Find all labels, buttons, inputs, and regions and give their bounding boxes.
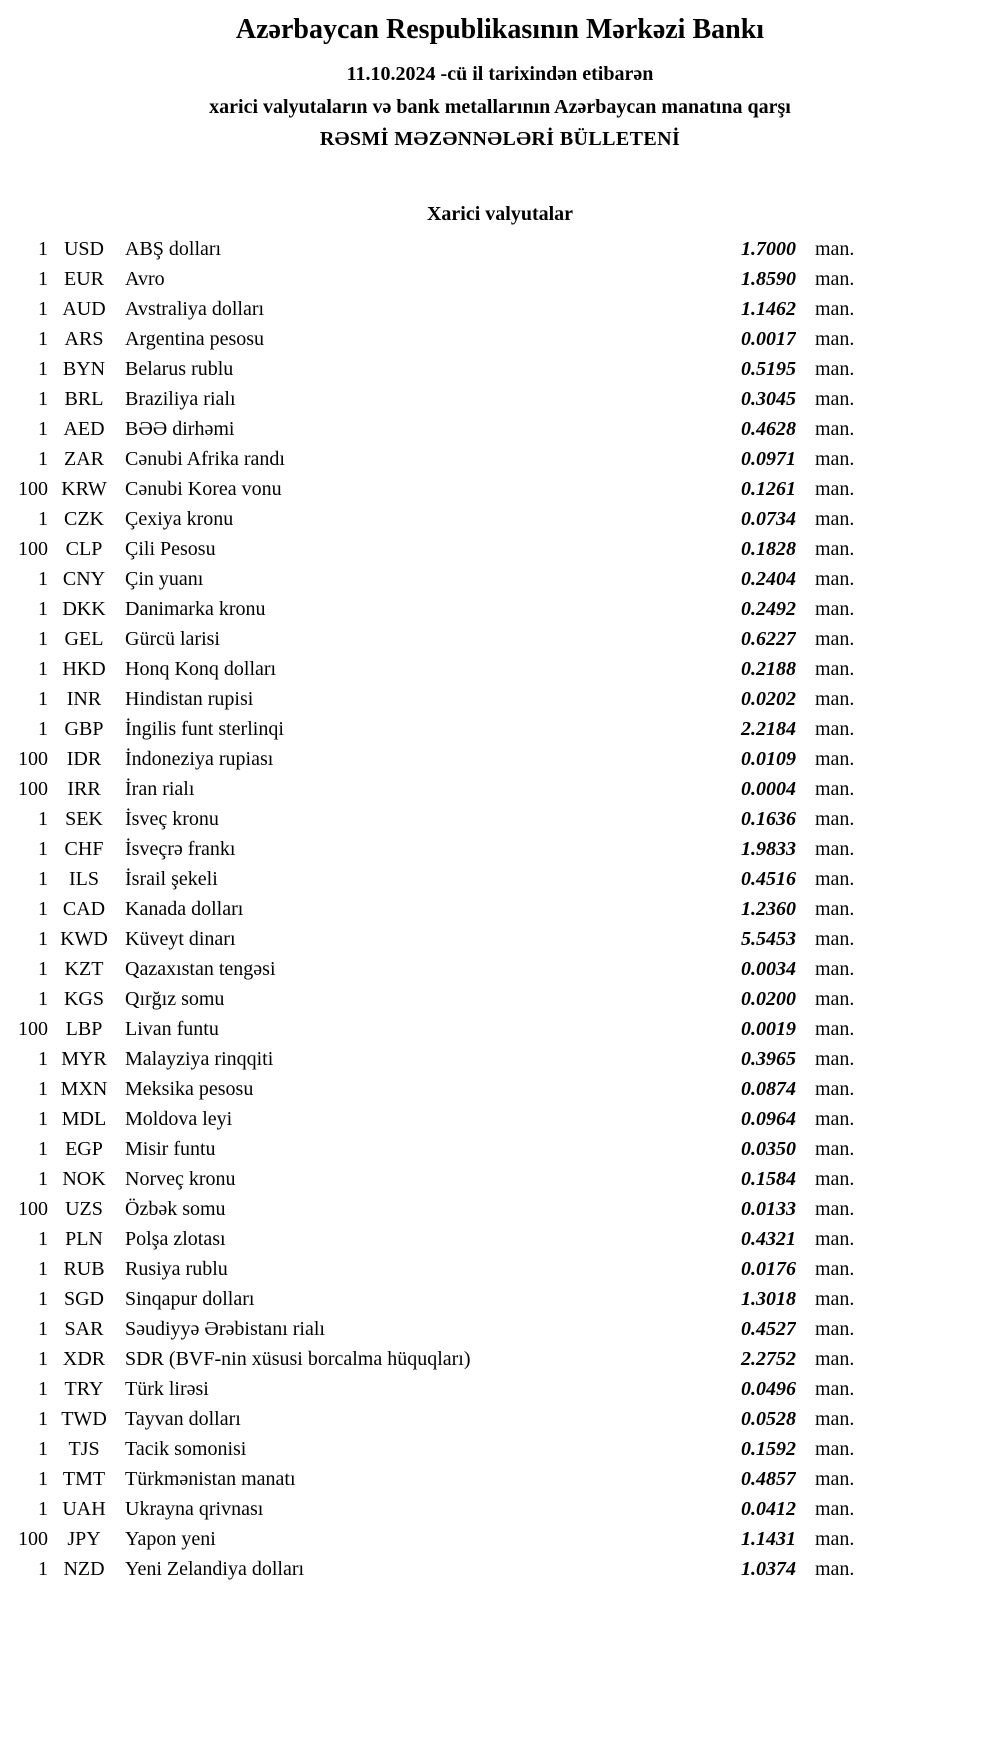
rate-row-myr <box>18 1044 861 1074</box>
unit-label-cell: man. <box>815 267 855 290</box>
rate-value-cell: 0.0528 <box>741 1407 796 1430</box>
currency-name-cell: Yapon yeni <box>125 1527 216 1550</box>
rate-value-cell: 0.4321 <box>741 1227 796 1250</box>
rate-value-cell: 0.6227 <box>741 627 796 650</box>
currency-code-cell: GBP <box>64 717 104 740</box>
currency-code-cell: CZK <box>64 507 104 530</box>
rate-row-nzd <box>18 1554 861 1584</box>
bulletin-title: RƏSMİ MƏZƏNNƏLƏRİ BÜLLETENİ <box>319 128 681 150</box>
unit-label-cell: man. <box>815 747 855 770</box>
unit-label-cell: man. <box>815 537 855 560</box>
currency-code-cell: NZD <box>63 1557 105 1580</box>
currency-name-cell: Qırğız somu <box>125 987 225 1010</box>
quantity-cell: 1 <box>38 597 48 620</box>
rate-row-aud <box>18 294 861 324</box>
currency-name-cell: Cənubi Korea vonu <box>125 477 282 500</box>
currency-name-cell: Küveyt dinarı <box>125 927 236 950</box>
unit-label-cell: man. <box>815 1257 855 1280</box>
unit-label-cell: man. <box>815 1287 855 1310</box>
quantity-cell: 1 <box>38 897 48 920</box>
currency-name-cell: Norveç kronu <box>125 1167 236 1190</box>
currency-name-cell: SDR (BVF-nin xüsusi borcalma hüquqları) <box>125 1347 471 1370</box>
rate-row-lbp <box>18 1014 861 1044</box>
unit-label-cell: man. <box>815 327 855 350</box>
rate-row-mxn <box>18 1074 861 1104</box>
currency-name-cell: Avstraliya dolları <box>125 297 265 320</box>
unit-label-cell: man. <box>815 1497 855 1520</box>
currency-name-cell: Avro <box>125 267 165 290</box>
rate-value-cell: 0.0034 <box>741 957 796 980</box>
currency-code-cell: KZT <box>64 957 104 980</box>
rate-value-cell: 0.0734 <box>741 507 796 530</box>
currency-name-cell: Livan funtu <box>125 1017 219 1040</box>
rate-row-aed <box>18 414 861 444</box>
rate-row-brl <box>18 384 861 414</box>
currency-name-cell: Qazaxıstan tengəsi <box>125 957 276 980</box>
currency-code-cell: RUB <box>63 1257 105 1280</box>
currency-code-cell: BYN <box>62 357 106 380</box>
rate-row-usd <box>18 234 861 264</box>
rate-value-cell: 0.1592 <box>741 1437 796 1460</box>
currency-name-cell: Honq Konq dolları <box>125 657 277 680</box>
quantity-cell: 100 <box>18 1527 48 1550</box>
quantity-cell: 1 <box>38 267 48 290</box>
currency-name-cell: Braziliya rialı <box>125 387 236 410</box>
unit-label-cell: man. <box>815 837 855 860</box>
quantity-cell: 1 <box>38 1437 48 1460</box>
rate-row-sar <box>18 1314 861 1344</box>
rate-row-chf <box>18 834 861 864</box>
rate-value-cell: 0.4527 <box>741 1317 796 1340</box>
rate-row-uah <box>18 1494 861 1524</box>
rate-value-cell: 0.0017 <box>741 327 796 350</box>
rate-value-cell: 0.0350 <box>741 1137 796 1160</box>
rate-row-rub <box>18 1254 861 1284</box>
unit-label-cell: man. <box>815 1317 855 1340</box>
unit-label-cell: man. <box>815 897 855 920</box>
quantity-cell: 100 <box>18 747 48 770</box>
quantity-cell: 1 <box>38 687 48 710</box>
quantity-cell: 1 <box>38 357 48 380</box>
quantity-cell: 1 <box>38 1047 48 1070</box>
currency-name-cell: İndoneziya rupiası <box>125 747 274 770</box>
currency-code-cell: LBP <box>65 1017 103 1040</box>
rate-value-cell: 0.0109 <box>741 747 796 770</box>
unit-label-cell: man. <box>815 687 855 710</box>
quantity-cell: 1 <box>38 927 48 950</box>
currency-code-cell: IDR <box>66 747 102 770</box>
quantity-cell: 1 <box>38 837 48 860</box>
rate-row-byn <box>18 354 861 384</box>
rate-value-cell: 0.0176 <box>741 1257 796 1280</box>
currency-code-cell: KRW <box>61 477 107 500</box>
rate-row-pln <box>18 1224 861 1254</box>
rate-value-cell: 0.0133 <box>741 1197 796 1220</box>
currency-code-cell: XDR <box>62 1347 106 1370</box>
rate-row-hkd <box>18 654 861 684</box>
unit-label-cell: man. <box>815 717 855 740</box>
currency-code-cell: SGD <box>63 1287 104 1310</box>
quantity-cell: 1 <box>38 417 48 440</box>
currency-name-cell: Səudiyyə Ərəbistanı rialı <box>125 1317 325 1340</box>
rate-row-try <box>18 1374 861 1404</box>
unit-label-cell: man. <box>815 1527 855 1550</box>
unit-label-cell: man. <box>815 477 855 500</box>
quantity-cell: 100 <box>18 1197 48 1220</box>
rate-value-cell: 0.1261 <box>741 477 796 500</box>
currency-code-cell: UAH <box>62 1497 106 1520</box>
rate-row-dkk <box>18 594 861 624</box>
unit-label-cell: man. <box>815 777 855 800</box>
quantity-cell: 1 <box>38 807 48 830</box>
unit-label-cell: man. <box>815 1197 855 1220</box>
unit-label-cell: man. <box>815 357 855 380</box>
quantity-cell: 1 <box>38 567 48 590</box>
unit-label-cell: man. <box>815 567 855 590</box>
currency-code-cell: JPY <box>67 1527 101 1550</box>
currency-code-cell: SEK <box>65 807 103 830</box>
currency-code-cell: PLN <box>65 1227 103 1250</box>
currency-code-cell: MYR <box>61 1047 107 1070</box>
rate-row-xdr <box>18 1344 861 1374</box>
currency-name-cell: İran rialı <box>125 777 195 800</box>
currency-name-cell: Belarus rublu <box>125 357 234 380</box>
unit-label-cell: man. <box>815 627 855 650</box>
currency-name-cell: Çin yuanı <box>125 567 204 590</box>
currency-name-cell: Türk lirəsi <box>125 1377 209 1400</box>
rate-row-nok <box>18 1164 861 1194</box>
rate-value-cell: 1.3018 <box>741 1287 796 1310</box>
currency-name-cell: Malayziya rinqqiti <box>125 1047 274 1070</box>
currency-name-cell: Hindistan rupisi <box>125 687 254 710</box>
rate-value-cell: 0.0202 <box>741 687 796 710</box>
currency-code-cell: ILS <box>69 867 99 890</box>
unit-label-cell: man. <box>815 1407 855 1430</box>
rate-value-cell: 0.0412 <box>741 1497 796 1520</box>
rate-row-eur <box>18 264 861 294</box>
rate-value-cell: 0.0496 <box>741 1377 796 1400</box>
currency-code-cell: HKD <box>62 657 106 680</box>
currency-name-cell: İsveçrə frankı <box>125 837 236 860</box>
currency-code-cell: GEL <box>64 627 104 650</box>
rate-value-cell: 2.2752 <box>741 1347 796 1370</box>
rate-value-cell: 0.2404 <box>741 567 796 590</box>
currency-code-cell: KWD <box>60 927 108 950</box>
currency-name-cell: Polşa zlotası <box>125 1227 226 1250</box>
currency-code-cell: TJS <box>68 1437 100 1460</box>
quantity-cell: 1 <box>38 1077 48 1100</box>
rate-value-cell: 0.0004 <box>741 777 796 800</box>
currency-name-cell: Tayvan dolları <box>125 1407 241 1430</box>
rate-row-krw <box>18 474 861 504</box>
rate-row-irr <box>18 774 861 804</box>
currency-name-cell: Danimarka kronu <box>125 597 266 620</box>
currency-code-cell: DKK <box>62 597 106 620</box>
quantity-cell: 1 <box>38 447 48 470</box>
rate-value-cell: 0.4857 <box>741 1467 796 1490</box>
rate-value-cell: 0.0019 <box>741 1017 796 1040</box>
unit-label-cell: man. <box>815 1017 855 1040</box>
effective-date-line: 11.10.2024 -cü il tarixindən etibarən <box>346 63 654 85</box>
currency-name-cell: İngilis funt sterlinqi <box>125 717 284 740</box>
currency-name-cell: Gürcü larisi <box>125 627 220 650</box>
exchange-rates-table <box>18 234 861 1584</box>
unit-label-cell: man. <box>815 1077 855 1100</box>
rate-value-cell: 0.3965 <box>741 1047 796 1070</box>
unit-label-cell: man. <box>815 237 855 260</box>
rate-row-sgd <box>18 1284 861 1314</box>
quantity-cell: 1 <box>38 507 48 530</box>
rate-value-cell: 0.0874 <box>741 1077 796 1100</box>
quantity-cell: 1 <box>38 1467 48 1490</box>
rate-value-cell: 1.8590 <box>741 267 796 290</box>
currency-code-cell: KGS <box>63 987 104 1010</box>
subject-line: xarici valyutaların və bank metallarının Azərbaycan manatına qarşı <box>209 96 791 118</box>
currency-name-cell: Özbək somu <box>125 1197 226 1220</box>
rate-value-cell: 1.7000 <box>741 237 796 260</box>
unit-label-cell: man. <box>815 1227 855 1250</box>
quantity-cell: 1 <box>38 1407 48 1430</box>
unit-label-cell: man. <box>815 1047 855 1070</box>
currency-code-cell: NOK <box>62 1167 106 1190</box>
currency-code-cell: AED <box>63 417 105 440</box>
currency-name-cell: BƏƏ dirhəmi <box>125 417 235 440</box>
quantity-cell: 1 <box>38 1107 48 1130</box>
currency-name-cell: Çexiya kronu <box>125 507 234 530</box>
rate-value-cell: 2.2184 <box>741 717 796 740</box>
currency-name-cell: Meksika pesosu <box>125 1077 254 1100</box>
currency-name-cell: İsveç kronu <box>125 807 219 830</box>
unit-label-cell: man. <box>815 1437 855 1460</box>
quantity-cell: 1 <box>38 1317 48 1340</box>
quantity-cell: 1 <box>38 1497 48 1520</box>
unit-label-cell: man. <box>815 657 855 680</box>
currency-name-cell: Ukrayna qrivnası <box>125 1497 264 1520</box>
currency-name-cell: Tacik somonisi <box>125 1437 247 1460</box>
rate-row-tmt <box>18 1464 861 1494</box>
rate-row-jpy <box>18 1524 861 1554</box>
rate-row-gbp <box>18 714 861 744</box>
unit-label-cell: man. <box>815 1557 855 1580</box>
rate-value-cell: 0.2492 <box>741 597 796 620</box>
unit-label-cell: man. <box>815 297 855 320</box>
rate-value-cell: 0.3045 <box>741 387 796 410</box>
unit-label-cell: man. <box>815 867 855 890</box>
quantity-cell: 1 <box>38 297 48 320</box>
unit-label-cell: man. <box>815 1347 855 1370</box>
unit-label-cell: man. <box>815 597 855 620</box>
currency-code-cell: CHF <box>64 837 104 860</box>
currency-code-cell: IRR <box>67 777 101 800</box>
rate-row-cad <box>18 894 861 924</box>
quantity-cell: 1 <box>38 237 48 260</box>
quantity-cell: 1 <box>38 957 48 980</box>
rate-row-clp <box>18 534 861 564</box>
rate-row-zar <box>18 444 861 474</box>
unit-label-cell: man. <box>815 1377 855 1400</box>
rate-row-egp <box>18 1134 861 1164</box>
rate-row-uzs <box>18 1194 861 1224</box>
quantity-cell: 100 <box>18 537 48 560</box>
currency-code-cell: CLP <box>65 537 103 560</box>
rate-value-cell: 1.2360 <box>741 897 796 920</box>
rate-row-gel <box>18 624 861 654</box>
rate-row-inr <box>18 684 861 714</box>
rate-value-cell: 0.1584 <box>741 1167 796 1190</box>
rate-row-tjs <box>18 1434 861 1464</box>
rate-row-ars <box>18 324 861 354</box>
currency-code-cell: EUR <box>64 267 104 290</box>
currency-name-cell: İsrail şekeli <box>125 867 218 890</box>
quantity-cell: 1 <box>38 867 48 890</box>
currency-name-cell: Çili Pesosu <box>125 537 216 560</box>
currency-code-cell: CNY <box>62 567 106 590</box>
rate-row-sek <box>18 804 861 834</box>
quantity-cell: 1 <box>38 1287 48 1310</box>
quantity-cell: 1 <box>38 657 48 680</box>
currency-name-cell: Misir funtu <box>125 1137 216 1160</box>
currency-code-cell: AUD <box>62 297 106 320</box>
rate-row-kzt <box>18 954 861 984</box>
quantity-cell: 1 <box>38 1377 48 1400</box>
rate-value-cell: 1.1462 <box>741 297 796 320</box>
rate-value-cell: 1.9833 <box>741 837 796 860</box>
unit-label-cell: man. <box>815 987 855 1010</box>
unit-label-cell: man. <box>815 807 855 830</box>
currency-name-cell: ABŞ dolları <box>125 237 222 260</box>
quantity-cell: 1 <box>38 627 48 650</box>
unit-label-cell: man. <box>815 957 855 980</box>
unit-label-cell: man. <box>815 1167 855 1190</box>
rate-value-cell: 1.1431 <box>741 1527 796 1550</box>
rate-value-cell: 0.2188 <box>741 657 796 680</box>
quantity-cell: 100 <box>18 477 48 500</box>
rate-value-cell: 0.4516 <box>741 867 796 890</box>
quantity-cell: 1 <box>38 1227 48 1250</box>
currency-code-cell: MDL <box>61 1107 107 1130</box>
currency-code-cell: INR <box>66 687 102 710</box>
currency-code-cell: EGP <box>65 1137 103 1160</box>
rate-row-idr <box>18 744 861 774</box>
quantity-cell: 1 <box>38 1137 48 1160</box>
currency-name-cell: Argentina pesosu <box>125 327 265 350</box>
currency-name-cell: Rusiya rublu <box>125 1257 228 1280</box>
currency-code-cell: SAR <box>64 1317 104 1340</box>
unit-label-cell: man. <box>815 447 855 470</box>
unit-label-cell: man. <box>815 507 855 530</box>
quantity-cell: 1 <box>38 1257 48 1280</box>
currency-name-cell: Türkmənistan manatı <box>125 1467 296 1490</box>
currency-code-cell: UZS <box>65 1197 103 1220</box>
unit-label-cell: man. <box>815 417 855 440</box>
rate-value-cell: 0.5195 <box>741 357 796 380</box>
quantity-cell: 1 <box>38 387 48 410</box>
rate-value-cell: 0.0200 <box>741 987 796 1010</box>
currency-code-cell: MXN <box>60 1077 108 1100</box>
rate-value-cell: 0.4628 <box>741 417 796 440</box>
quantity-cell: 1 <box>38 1347 48 1370</box>
rate-value-cell: 0.0964 <box>741 1107 796 1130</box>
rate-value-cell: 0.1828 <box>741 537 796 560</box>
rate-value-cell: 5.5453 <box>741 927 796 950</box>
rate-row-czk <box>18 504 861 534</box>
unit-label-cell: man. <box>815 1137 855 1160</box>
unit-label-cell: man. <box>815 1107 855 1130</box>
currency-code-cell: TMT <box>62 1467 106 1490</box>
currency-name-cell: Cənubi Afrika randı <box>125 447 285 470</box>
quantity-cell: 100 <box>18 777 48 800</box>
quantity-cell: 1 <box>38 327 48 350</box>
rate-row-mdl <box>18 1104 861 1134</box>
currency-code-cell: TWD <box>61 1407 107 1430</box>
rate-row-cny <box>18 564 861 594</box>
rate-value-cell: 0.0971 <box>741 447 796 470</box>
unit-label-cell: man. <box>815 387 855 410</box>
quantity-cell: 1 <box>38 1557 48 1580</box>
unit-label-cell: man. <box>815 1467 855 1490</box>
currency-code-cell: ARS <box>64 327 104 350</box>
quantity-cell: 1 <box>38 1167 48 1190</box>
currency-name-cell: Sinqapur dolları <box>125 1287 255 1310</box>
rate-row-ils <box>18 864 861 894</box>
quantity-cell: 1 <box>38 987 48 1010</box>
quantity-cell: 1 <box>38 717 48 740</box>
rate-value-cell: 0.1636 <box>741 807 796 830</box>
rate-row-twd <box>18 1404 861 1434</box>
currency-code-cell: USD <box>63 237 104 260</box>
rate-row-kwd <box>18 924 861 954</box>
unit-label-cell: man. <box>815 927 855 950</box>
section-title-foreign-currencies: Xarici valyutalar <box>426 203 574 225</box>
currency-name-cell: Kanada dolları <box>125 897 244 920</box>
currency-code-cell: BRL <box>64 387 104 410</box>
quantity-cell: 100 <box>18 1017 48 1040</box>
currency-name-cell: Moldova leyi <box>125 1107 233 1130</box>
currency-code-cell: TRY <box>64 1377 104 1400</box>
rate-row-kgs <box>18 984 861 1014</box>
currency-name-cell: Yeni Zelandiya dolları <box>125 1557 305 1580</box>
currency-code-cell: ZAR <box>64 447 104 470</box>
rate-value-cell: 1.0374 <box>741 1557 796 1580</box>
currency-code-cell: CAD <box>62 897 106 920</box>
bank-title: Azərbaycan Respublikasının Mərkəzi Bankı <box>235 14 765 45</box>
